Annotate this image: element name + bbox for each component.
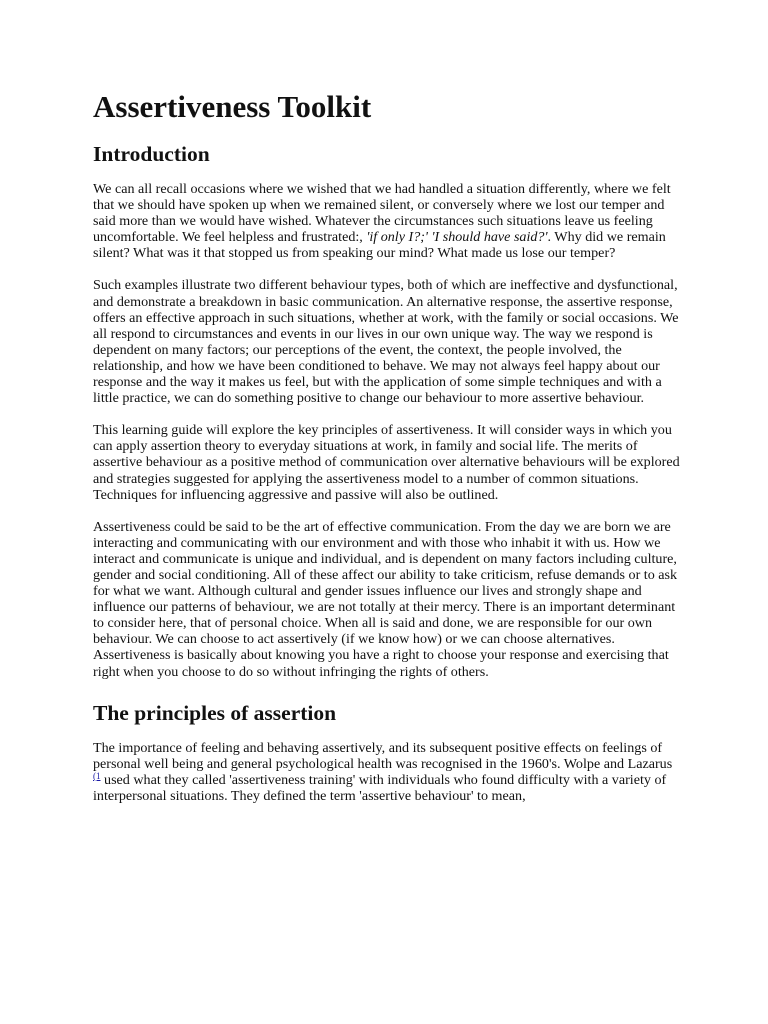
intro-paragraph-1-text-b: . Why did we remain silent? What was it that stopped us from speaking our mind? What made us lose our temper? [93,229,666,262]
intro-paragraph-1-quote: 'if only I?;' 'I should have said?' [366,229,548,246]
document-title: Assertiveness Toolkit [93,89,372,124]
principles-heading: The principles of assertion [93,700,337,725]
document-page [93,85,683,820]
principles-paragraph-1-text-b: used what they called 'assertiveness training' with individuals who found difficulty with a variety of interpersonal situations. They defined the term 'assertive behaviour' to mean, [93,771,667,804]
principles-paragraph-1 [93,740,683,804]
intro-paragraph-4: Assertiveness could be said to be the art of effective communication. From the day we are born we are interacting and communicating with our environment and with those who inhabit it with us. How we interact and communicate is unique and individual, and is dependent on many factors including culture, gender and social conditioning. All of these affect our ability to take criticism, refuse demands or to ask for what we want. Although cultural and gender issues influence our lives and strongly shape and influence our patterns of behaviour, we are not totally at their mercy. There is an important determinant to consider here, that of personal choice. When all is said and done, we are responsible for our own behaviour. We can choose to act assertively (if we know how) or we can choose alternatives. Assertiveness is basically about knowing you have a right to choose your response and exercising that right when you choose to do so without infringing the rights of others. [93,518,678,680]
introduction-heading: Introduction [93,142,210,166]
intro-paragraph-2: Such examples illustrate two different behaviour types, both of which are ineffective and dysfunctional, and demonstrate a breakdown in basic communication. An alternative response, the assertive response, offers an effective approach in such situations, whether at work, with the family or social occasions. We all respond to circumstances and events in our lives in our own unique way. The way we respond is dependent on many factors; our perceptions of the event, the context, the people involved, the relationship, and how we have been conditioned to behave. We may not always feel happy about our response and the way it makes us feel, but with the application of some simple techniques and with a little practice, we can do something positive to change our behaviour to more assertive behaviour. [93,277,679,407]
footnote-link[interactable]: (1 [93,770,101,781]
intro-paragraph-3: This learning guide will explore the key principles of assertiveness. It will consider ways in which you can apply assertion theory to everyday situations at work, in family and social life. The merits of assertive behaviour as a positive method of communication over alternative behaviours will be explored and strategies suggested for applying the assertiveness model to a number of common situations. Techniques for influencing aggressive and passive will also be outlined. [93,422,680,503]
intro-paragraph-1-text-a: We can all recall occasions where we wished that we had handled a situation differently, where we felt that we should have spoken up when we remained silent, or conversely where we lost our temper and said more than we would have wished. Whatever the circumstances such situations leave us feeling uncomfortable. We feel helpless and frustrated:, [93,181,671,246]
principles-paragraph-1-text-a: The importance of feeling and behaving assertively, and its subsequent positive effects on feelings of personal well being and general psychological health was recognised in the 1960's. Wolpe and Lazarus [93,739,673,772]
footnote-reference [93,771,101,781]
intro-paragraph-1 [93,181,683,261]
